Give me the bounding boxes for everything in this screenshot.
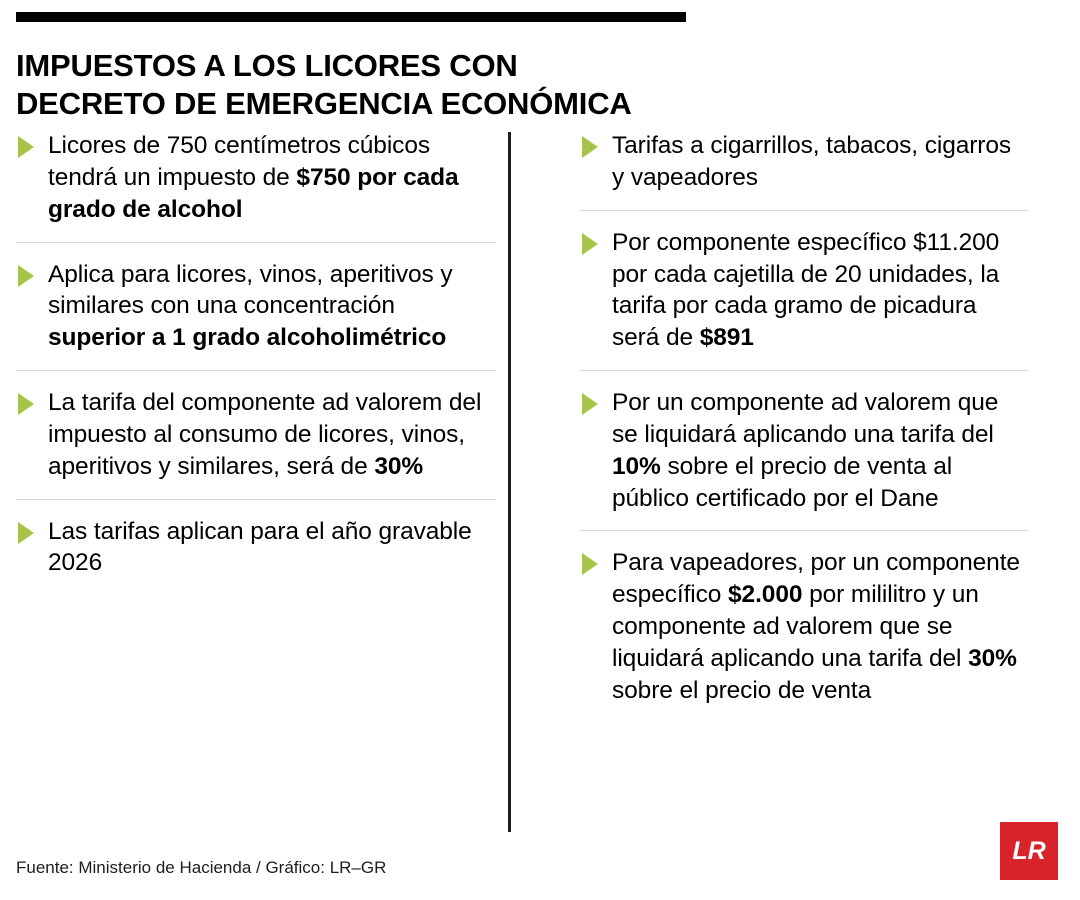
la-republica-logo: LR xyxy=(1000,822,1058,880)
tobacco-item xyxy=(580,530,1028,722)
triangle-bullet-icon xyxy=(16,264,38,288)
source-credit: Fuente: Ministerio de Hacienda / Gráfico: LR–GR xyxy=(16,858,387,877)
right-column xyxy=(522,130,1028,723)
triangle-bullet-icon xyxy=(580,552,602,576)
content-columns xyxy=(16,130,1064,723)
page-title-line-2: DECRETO DE EMERGENCIA ECONÓMICA xyxy=(16,85,632,121)
body-text: sobre el precio de venta al público certificado por el Dane xyxy=(612,452,953,512)
tobacco-item-text xyxy=(612,547,1028,706)
triangle-bullet-icon xyxy=(580,135,602,159)
tobacco-item-text xyxy=(612,387,1028,514)
liquor-item xyxy=(16,130,496,242)
tobacco-item xyxy=(580,370,1028,530)
triangle-bullet-icon xyxy=(580,232,602,256)
body-text: Para vapeadores, por un componente específico xyxy=(612,549,1020,609)
liquor-item-text xyxy=(48,387,496,483)
triangle-bullet-icon xyxy=(16,392,38,416)
highlight-value: $2.000 xyxy=(728,581,803,609)
highlight-value: 30% xyxy=(374,452,424,480)
tobacco-item-text xyxy=(612,130,1028,194)
left-column xyxy=(16,130,522,723)
body-text: Tarifas a cigarrillos, tabacos, cigarros y vapeadores xyxy=(612,132,1012,191)
body-text: Licores de 750 centímetros cúbicos tendrá un impuesto de xyxy=(48,132,430,191)
tobacco-item xyxy=(580,130,1028,210)
liquor-item xyxy=(16,370,496,499)
liquor-item-text xyxy=(48,516,496,580)
body-text: Por componente específico $11.200 por cada cajetilla de 20 unidades, la tarifa por cada gramo de picadura será de xyxy=(612,228,1000,352)
body-text: Por un componente ad valorem que se liquidará aplicando una tarifa del xyxy=(612,389,999,448)
highlight-value: $891 xyxy=(699,324,754,352)
page-title-line-1: IMPUESTOS A LOS LICORES CON xyxy=(16,47,518,83)
body-text: Aplica para licores, vinos, aperitivos y similares con una concentración xyxy=(48,260,453,320)
body-text: La tarifa del componente ad valorem del impuesto al consumo de licores, vinos, aperitivos y similares, será de xyxy=(48,389,482,480)
triangle-bullet-icon xyxy=(16,135,38,159)
tobacco-item xyxy=(580,210,1028,370)
highlight-value: 30% xyxy=(968,644,1017,672)
triangle-bullet-icon xyxy=(580,392,602,416)
body-text: Las tarifas aplican para el año gravable 2026 xyxy=(48,517,472,577)
highlight-value: $750 por cada grado de alcohol xyxy=(48,163,459,223)
body-text: por mililitro y un componente ad valorem que se liquidará aplicando una tarifa del xyxy=(612,581,979,672)
triangle-bullet-icon xyxy=(16,521,38,545)
liquor-item-text xyxy=(48,130,496,226)
page-title xyxy=(16,47,1036,123)
liquor-item-text xyxy=(48,259,496,355)
liquor-item xyxy=(16,242,496,371)
tobacco-item-text xyxy=(612,227,1028,354)
highlight-value: 10% xyxy=(612,452,661,480)
title-top-rule xyxy=(16,12,686,22)
liquor-item xyxy=(16,499,496,596)
highlight-value: superior a 1 grado alcoholimétrico xyxy=(48,324,447,352)
body-text: sobre el precio de venta xyxy=(612,676,872,704)
